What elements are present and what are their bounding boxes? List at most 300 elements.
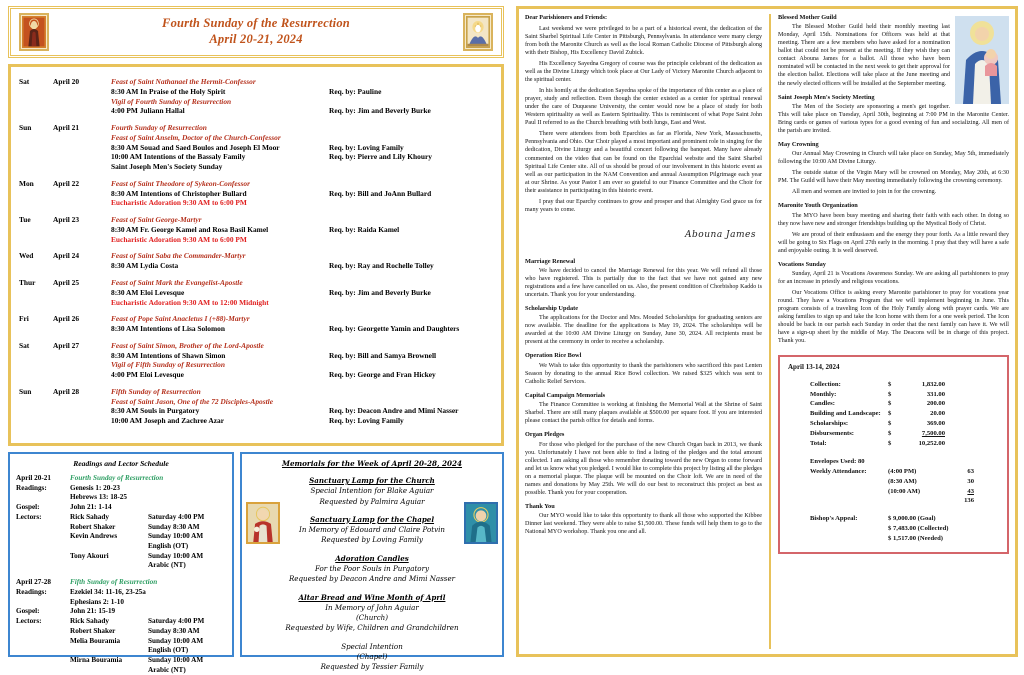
readings-line	[16, 598, 226, 608]
lector-name: Robert Shaker	[70, 522, 116, 531]
lectors-label	[16, 656, 70, 666]
right-sections	[778, 14, 1009, 345]
attendance-count: 63	[967, 467, 974, 475]
schedule-entry-requestor	[329, 77, 493, 87]
schedule-entry-text: Eucharistic Adoration 9:30 AM to 12:00 Midnight	[111, 297, 269, 307]
schedule-date: April 25	[53, 278, 80, 288]
schedule-entry	[111, 143, 493, 153]
schedule-entry	[111, 162, 493, 172]
schedule-entries	[111, 341, 493, 380]
schedule-entry-requestor: Req. by: Ray and Rochelle Tolley	[329, 261, 434, 271]
readings-value: Genesis 1: 20-23	[70, 483, 120, 492]
finance-amount: 20.00	[930, 410, 945, 418]
section-heading: Scholarship Update	[525, 305, 579, 313]
schedule-entry-requestor: Req. by: Bill and JoAnn Bullard	[329, 188, 432, 198]
readings-value: Ephesians 2: 1-10	[70, 597, 124, 606]
schedule-day: Fri	[19, 314, 29, 324]
finance-date: April 13-14, 2024	[788, 363, 840, 372]
section-paragraph: All men and women are invited to join in for the crowning.	[792, 189, 937, 196]
lector-time: English (OT)	[148, 646, 189, 655]
lector-row	[16, 627, 226, 637]
section-heading: Marriage Renewal	[525, 257, 576, 265]
finance-label: Scholarships:	[810, 420, 849, 428]
lector-name	[70, 542, 148, 552]
schedule-entry-text: Fourth Sunday of Resurrection	[111, 123, 207, 133]
readings-line	[16, 578, 226, 588]
schedule-entry-text: Feast of Saint Nathanael the Hermit-Confessor	[111, 77, 256, 86]
lectors-label	[16, 627, 70, 637]
schedule-day: Thur	[19, 278, 36, 288]
schedule-entry	[111, 87, 493, 97]
section-heading: Saint Joseph Men's Society Meeting	[778, 93, 875, 101]
lector-name: Melia Bouramia	[70, 636, 121, 645]
schedule-entry-requestor	[329, 341, 493, 351]
schedule-entry	[111, 189, 493, 199]
lector-name	[70, 561, 148, 571]
readings-label	[16, 493, 70, 503]
memorial-group	[248, 593, 496, 634]
attendance-rows	[788, 467, 999, 507]
finance-currency: $	[888, 430, 892, 438]
schedule-day: Sun	[19, 386, 32, 396]
finance-currency: $	[888, 400, 892, 408]
left-bottom-boxes	[8, 452, 504, 674]
schedule-entry-requestor: Req. by: George and Fran Hickey	[329, 370, 436, 380]
schedule-entry-text: 8:30 AM Eloi Levesque	[111, 287, 185, 297]
section-paragraph: The outside statue of the Virgin Mary will be crowned on Monday, May 20th, at 6:30 PM. The Guild will have their May meeting immediately following the crowning ceremony.	[778, 170, 1009, 185]
memorial-heading: Altar Bread and Wine Month of April	[298, 592, 446, 602]
memorial-line: Requested by Wife, Children and Grandchildren	[285, 623, 459, 633]
attendance-count: 30	[967, 477, 974, 485]
readings-value: John 21: 15-19	[70, 607, 116, 616]
schedule-entry	[111, 351, 493, 361]
readings-block	[16, 578, 226, 675]
schedule-entry	[111, 123, 493, 133]
schedule-entries	[111, 251, 493, 271]
madonna-and-child-icon	[955, 16, 1009, 104]
schedule-date: April 26	[53, 314, 80, 324]
memorial-groups	[248, 476, 496, 673]
schedule-entry-text: Feast of Saint Saba the Commander-Martyr	[111, 251, 246, 261]
lector-row	[16, 523, 226, 533]
section-heading: Operation Rice Bowl	[525, 352, 582, 360]
bishop-appeal-label	[810, 524, 888, 534]
schedule-entry-requestor: Req. by: Loving Family	[329, 416, 404, 426]
memorial-group	[248, 515, 496, 546]
schedule-date: April 27	[53, 340, 80, 350]
section-paragraph: The Men of the Society are sponsoring a men's get together. This will take place on Tuesday, April 30th, beginning at 7:00 PM in the Maronite Center. Bring cards or games of various types for a good evening of fun and socializing. All men of the parish are invited.	[778, 103, 1009, 134]
readings-value: Fifth Sunday of Resurrection	[70, 578, 158, 587]
readings-value: Ezekiel 34: 11-16, 23-25a	[70, 587, 146, 596]
schedule-entry	[111, 341, 493, 351]
bishop-appeal-label: Bishop's Appeal:	[810, 515, 858, 523]
readings-value: Fourth Sunday of Resurrection	[70, 474, 164, 482]
saint-icon	[19, 13, 49, 51]
lectors-label	[16, 666, 70, 675]
letter-frame	[516, 6, 1018, 657]
lector-time: Arabic (NT)	[148, 665, 186, 674]
letter-salutation: Dear Parishioners and Friends:	[525, 15, 607, 21]
section-paragraph: Our Vocations Office is asking every Maronite parishioner to pray for vocations year round. They have a Vocations Program that we will implement beginning in June. This program consists of a traveling Icon of the Holy Family along with prayer cards. We are asking families to sign up and take the Icon home with them for a one week period. The Icon should be back in our parish each Sunday in order that the next family can have it. We will have a sign-up sheet by the middle of May. The Deacons will be in charge of this project. Thank you.	[778, 290, 1009, 345]
schedule-row	[19, 179, 493, 208]
finance-row	[788, 419, 999, 429]
lector-name: Robert Shaker	[70, 626, 116, 635]
schedule-entry-requestor	[329, 162, 493, 172]
readings-label: April 27-28	[16, 578, 51, 587]
bishop-appeal-label	[810, 534, 888, 544]
finance-currency: $	[888, 440, 892, 448]
middle-sections	[525, 258, 762, 537]
section-heading: Maronite Youth Organization	[778, 202, 858, 210]
schedule-entry	[111, 251, 493, 261]
section-paragraph: The Blessed Mother Guild held their monthly meeting last Monday, April 15th. Nominations for Officers was held at that meeting. There are a few members who have asked for a nomination ballot that could not be present at the meeting. If they wish they can contact Abouna James for a ballot. All those who have been nominated will be contacted in the next week to get their approval for the election ballot. Elections will take place at the June meeting and the newly elected officers will be installed at the September meeting.	[778, 24, 950, 87]
section-paragraph: The MYO have been busy meeting and sharing their faith with each other. In doing so they now have new and stronger friendships building up the Mystical Body of Christ.	[778, 212, 1009, 227]
memorial-line: Requested by Palmira Aguiar	[319, 496, 425, 506]
schedule-entry-text: 8:30 AM Souad and Saed Boulos and Joseph El Moor	[111, 142, 280, 152]
section-body: Our MYO would like to take this opportunity to thank all those who supported the Kibbee Dinner last weekend. They were able to raise $1,500.00. These funds will help them to go to the National MYO workshop. Thank you one and all.	[525, 513, 762, 536]
memorial-heading: Sanctuary Lamp for the Church	[309, 476, 435, 485]
section-body: The applications for the Doctor and Mrs. Mouded Scholarships for graduating seniors are now available. The deadline for the applications is May 19, 2024. The scholarships will be awarded at the 10:00 AM Divine Liturgy on Sunday, June 30, 2024. All recipients must be present at the ceremony in order to receive a scholarship.	[525, 315, 762, 346]
memorial-line: For the Poor Souls in Purgatory	[315, 563, 429, 573]
schedule-entry-text: 8:30 AM Lydia Costa	[111, 261, 179, 271]
readings-blocks	[16, 474, 226, 675]
page-title	[49, 16, 463, 47]
lector-time: Sunday 10:00 AM	[148, 655, 204, 664]
schedule-entry-text: 4:00 PM Juliann Hallal	[111, 106, 185, 116]
schedule-entry	[111, 235, 493, 245]
schedule-entry	[111, 77, 493, 87]
readings-value: Hebrews 13: 18-25	[70, 493, 127, 502]
right-column	[771, 14, 1009, 649]
lector-name: Mirna Bouramia	[70, 655, 123, 664]
finance-label: Building and Landscape:	[810, 410, 881, 418]
schedule-entry-text: 8:30 AM Souls in Purgatory	[111, 406, 200, 416]
attendance-label: Weekly Attendance:	[810, 467, 867, 475]
schedule-row	[19, 215, 493, 244]
letter-paragraph: I pray that our Eparchy continues to grow and prosper and that Almighty God grace us for many years to come.	[525, 198, 762, 213]
letter-paragraph: In his homily at the dedication Sayedna spoke of the importance of this center as a place of prayer, study and reflection. Even though the center existed as a center for spiritual renewal under the care of Duquesne University, the center would now be a place of study for both Western spirituality as well as Eastern Spirituality. This is reminiscent of what Pope Saint John Paul II referred to as the Church breathing with both lungs, East and West.	[525, 88, 762, 127]
section-heading: Capital Campaign Memorials	[525, 391, 606, 399]
finance-currency: $	[888, 410, 892, 418]
finance-amount: 331.00	[926, 390, 945, 398]
finance-row	[788, 409, 999, 419]
schedule-entry-requestor	[329, 198, 493, 208]
attendance-time: (8:30 AM)	[888, 477, 917, 485]
schedule-entry-requestor: Req. by: Pauline	[329, 86, 382, 96]
bishop-appeal-value: $ 1,517.00 (Needed)	[888, 535, 943, 543]
schedule-entry	[111, 97, 493, 107]
schedule-entry	[111, 288, 493, 298]
schedule-entry-requestor: Req. by: Deacon Andre and Mimi Nasser	[329, 406, 459, 416]
readings-line	[16, 474, 226, 484]
schedule-day: Sat	[19, 340, 30, 350]
memorial-line: (Chapel)	[356, 651, 388, 661]
lector-row	[16, 513, 226, 523]
schedule-entry-text: Vigil of Fourth Sunday of Resurrection	[111, 96, 232, 106]
lector-name: Rick Sahady	[70, 617, 109, 626]
schedule-entry-text: Feast of Pope Saint Anacletus I (+88)-Martyr	[111, 314, 250, 324]
attendance-row	[788, 487, 999, 497]
schedule-entry-requestor	[329, 215, 493, 225]
schedule-entry	[111, 298, 493, 308]
attendance-total-row	[788, 496, 999, 506]
schedule-row	[19, 314, 493, 334]
lector-row	[16, 561, 226, 571]
finance-label: Collection:	[810, 380, 841, 388]
lector-name: Kevin Andrews	[70, 532, 118, 541]
readings-block	[16, 474, 226, 571]
finance-box	[778, 355, 1009, 554]
bishop-appeal-value: $ 7,483.00 (Collected)	[888, 525, 949, 533]
finance-amount: 200.00	[926, 400, 945, 408]
schedule-day: Sun	[19, 123, 32, 133]
schedule-entry	[111, 360, 493, 370]
readings-lector-schedule	[8, 452, 234, 674]
schedule-date: April 23	[53, 215, 80, 225]
schedule-entry-text: 4:00 PM Eloi Levesque	[111, 370, 184, 380]
readings-line	[16, 493, 226, 503]
section-heading: Thank You	[525, 502, 555, 510]
memorials-title: Memorials for the Week of April 20-28, 2024	[281, 459, 463, 468]
finance-row	[788, 380, 999, 390]
readings-label: Readings:	[16, 483, 47, 492]
schedule-entry-text: Vigil of Fifth Sunday of Resurrection	[111, 360, 225, 370]
letter-paragraph: His Excellency Sayedna Gregory of course was the principle celebrant of the dedication as well as the Divine Liturgy which took place at Our Lady of Victory Maronite Church adjacent to the spiritual center.	[525, 61, 762, 84]
bishop-appeal-row	[788, 514, 999, 524]
letter-paragraph: There were attendees from both Eparchies as far as Florida, New York, Massachusetts, Pennsylvania and Ohio. Our Choir played a most important and prominent role in singing for the dedication, Divine Liturgy and a beautiful concert following the banquet. Many have already commented on the video that can be found on the Eparchial website and the Saint Sharbel Spiritual Life Center site. All of us should be proud of our involvement in this historic event as well as our participation in the NAM Convention and annual Assumption Pilgrimage each year at our Shrine. As your Pastor I am ever so grateful to our Finance Committee and the Choir for their assistance in participating in this historic event.	[525, 131, 762, 194]
schedule-entry-requestor	[329, 251, 493, 261]
attendance-row	[788, 467, 999, 477]
finance-currency: $	[888, 380, 892, 388]
lector-row	[16, 617, 226, 627]
lector-name: Tony Akouri	[70, 551, 109, 560]
schedule-entry	[111, 324, 493, 334]
holy-spirit-icon	[463, 13, 493, 51]
schedule-entry	[111, 106, 493, 116]
memorial-line: Requested by Deacon Andre and Mimi Nasser	[288, 574, 456, 584]
readings-label: Gospel:	[16, 607, 40, 616]
schedule-entry-text: 8:30 AM Intentions of Lisa Solomon	[111, 324, 225, 334]
schedule-entry-requestor	[329, 314, 493, 324]
finance-currency: $	[888, 390, 892, 398]
lector-row	[16, 552, 226, 562]
lector-time: Saturday 4:00 PM	[148, 617, 205, 626]
section-heading: Organ Pledges	[525, 431, 565, 439]
finance-row	[788, 439, 999, 449]
finance-row	[788, 390, 999, 400]
schedule-date: April 21	[53, 123, 80, 133]
schedule-entry-requestor	[329, 133, 493, 143]
schedule-entry-text: Eucharistic Adoration 9:30 AM to 6:00 PM	[111, 234, 247, 244]
memorial-line: In Memory of John Aguiar	[325, 602, 419, 612]
lectors-label: Lectors:	[16, 512, 42, 521]
section-paragraph: Sunday, April 21 is Vocations Awareness Sunday. We are asking all parishioners to pray for an increase in priestly and religious vocations.	[778, 271, 1009, 286]
finance-amount: 1,832.00	[921, 380, 945, 388]
schedule-entries	[111, 387, 493, 426]
schedule-entries	[111, 179, 493, 208]
schedule-entry-requestor	[329, 278, 493, 288]
schedule-entry-requestor	[329, 235, 493, 245]
schedule-date: April 28	[53, 386, 80, 396]
schedule-date: April 24	[53, 251, 80, 261]
finance-amount: 7,500.00	[921, 430, 945, 438]
attendance-time: (10:00 AM)	[888, 487, 921, 495]
schedule-date: April 20	[53, 77, 80, 86]
schedule-entry-text: 8:30 AM In Praise of the Holy Spirit	[111, 86, 226, 96]
schedule-entries	[111, 314, 493, 334]
lector-row	[16, 542, 226, 552]
schedule-entry	[111, 387, 493, 397]
lectors-label	[16, 542, 70, 552]
section-body: The Finance Committee is working at finishing the Memorial Wall at the Shrine of Saint Sharbel. There are still many plaques available at $500.00 per square foot. If you are interested please contact the parish office for details and forms.	[525, 402, 762, 425]
lectors-label: Lectors:	[16, 617, 42, 626]
finance-amount: 10,252.00	[918, 440, 945, 448]
finance-label: Monthly:	[810, 390, 837, 398]
memorial-line: Special Intention	[341, 641, 403, 651]
readings-line	[16, 484, 226, 494]
schedule-entry-text: Fifth Sunday of Resurrection	[111, 386, 201, 396]
schedule-entry-requestor	[329, 298, 493, 308]
section-heading: Blessed Mother Guild	[778, 14, 837, 21]
schedule-entry	[111, 179, 493, 189]
schedule-entry	[111, 278, 493, 288]
lector-row	[16, 532, 226, 542]
bishop-appeal-rows	[788, 514, 999, 544]
lectors-label	[16, 637, 70, 647]
section-body: We Wish to take this opportunity to thank the parishioners who sacrificed this past Lenten Season by donating to the annual Rice Bowl collection. We raised $325 which was sent to Catholic Relief Services.	[525, 362, 762, 385]
section-paragraph: Our Annual May Crowning in Church will take place on Sunday, May 5th, immediately following the 10:00 AM Divine Liturgy.	[778, 151, 1009, 166]
schedule-entry-requestor	[329, 123, 493, 133]
right-panel	[512, 0, 1024, 663]
bishop-appeal-value: $ 9,000.00 (Goal)	[888, 515, 936, 523]
schedule-entry-text: Feast of Saint Anselm, Doctor of the Church-Confessor	[111, 132, 281, 142]
finance-label: Total:	[810, 440, 827, 448]
lector-time: Sunday 10:00 AM	[148, 636, 204, 645]
finance-currency: $	[888, 420, 892, 428]
memorial-line: Requested by Tessier Family	[320, 662, 424, 672]
liturgy-schedule	[8, 64, 504, 446]
lector-name	[70, 646, 148, 656]
finance-label: Disbursements:	[810, 430, 854, 438]
schedule-entry-text: 10:00 AM Intentions of the Bassaly Family	[111, 152, 246, 162]
lector-time: Sunday 10:00 AM	[148, 532, 204, 541]
readings-line	[16, 503, 226, 513]
lector-row	[16, 656, 226, 666]
schedule-entry-text: 8:30 AM Fr. George Kamel and Rosa Basil Kamel	[111, 224, 269, 234]
readings-line	[16, 607, 226, 617]
schedule-entry-requestor: Req. by: Jim and Beverly Burke	[329, 287, 431, 297]
schedule-entry	[111, 215, 493, 225]
schedule-entries	[111, 278, 493, 307]
attendance-label	[810, 487, 888, 497]
bulletin-banner	[8, 6, 504, 58]
schedule-entry-text: 10:00 AM Joseph and Zachree Azar	[111, 416, 224, 426]
lector-row	[16, 646, 226, 656]
section-body: For those who pledged for the purchase of the new Church Organ back in 2013, we thank you. Unfortunately I have not been able to find a listing of the pledges and the total amount collected. I am asking all those who remember donating toward the new Organ to come forward and let us know what you pledged. I would like to complete this project by listing all the pledges on a memorial plaque. The plaque will be mounted on the Choir loft. We are in need of the names and donations by May 25th. We will do our best to reconstruct this project as best as possible. Thank you for your cooperation.	[525, 441, 762, 496]
schedule-entry	[111, 198, 493, 208]
readings-label: April 20-21	[16, 474, 51, 482]
readings-label	[16, 598, 70, 608]
banner-title-line2: April 20-21, 2024	[209, 32, 303, 46]
schedule-entry-requestor: Req. by: Jim and Beverly Burke	[329, 106, 431, 116]
schedule-entries	[111, 77, 493, 116]
lector-time: Sunday 8:30 AM	[148, 626, 200, 635]
envelopes-used-label: Envelopes Used: 80	[810, 457, 865, 465]
finance-label: Candles:	[810, 400, 835, 408]
lectors-label	[16, 646, 70, 656]
schedule-entry-text: Feast of Saint Jason, One of the 72 Disciples-Apostle	[111, 396, 273, 406]
finance-amount: 369.00	[926, 420, 945, 428]
banner-title-line1: Fourth Sunday of the Resurrection	[162, 16, 350, 31]
lectors-label	[16, 552, 70, 562]
envelopes-used	[788, 457, 999, 467]
schedule-row	[19, 278, 493, 307]
schedule-entry-requestor	[329, 387, 493, 397]
lector-time: Sunday 8:30 AM	[148, 522, 200, 531]
memorial-line: (Church)	[355, 613, 389, 623]
lector-row	[16, 666, 226, 675]
schedule-row	[19, 251, 493, 271]
finance-row	[788, 399, 999, 409]
schedule-entry-text: Feast of Saint George-Martyr	[111, 215, 202, 225]
schedule-entry	[111, 261, 493, 271]
section-heading: Vocations Sunday	[778, 260, 826, 268]
schedule-entry	[111, 314, 493, 324]
schedule-day: Sat	[19, 77, 30, 86]
schedule-row	[19, 387, 493, 426]
schedule-entry-requestor	[329, 179, 493, 189]
letter-paragraphs	[525, 25, 762, 214]
attendance-total: 136	[964, 497, 974, 505]
pastor-signature: Abouna James	[685, 229, 756, 240]
schedule-entry	[111, 152, 493, 162]
schedule-entry-text: Eucharistic Adoration 9:30 AM to 6:00 PM	[111, 198, 247, 208]
schedule-entry-text: Feast of Saint Simon, Brother of the Lord-Apostle	[111, 340, 264, 350]
schedule-entry-text: 8:30 AM Intentions of Shawn Simon	[111, 350, 226, 360]
memorial-group	[248, 642, 496, 673]
bishop-appeal-row	[788, 524, 999, 534]
lectors-label	[16, 523, 70, 533]
memorial-heading: Adoration Candles	[335, 553, 409, 563]
lector-time: Saturday 4:00 PM	[148, 512, 205, 521]
schedule-entry-requestor: Req. by: Georgette Yamin and Daughters	[329, 324, 460, 334]
attendance-count: 43	[967, 487, 974, 495]
schedule-entry-requestor	[329, 360, 493, 370]
schedule-entry-requestor	[329, 397, 493, 407]
schedule-date: April 22	[53, 178, 80, 188]
schedule-day: Mon	[19, 178, 34, 188]
schedule-entry	[111, 225, 493, 235]
lector-time: Sunday 10:00 AM	[148, 551, 204, 560]
finance-row	[788, 429, 999, 439]
readings-value: John 21: 1-14	[70, 503, 112, 512]
attendance-row	[788, 477, 999, 487]
schedule-entry	[111, 397, 493, 407]
readings-line	[16, 588, 226, 598]
schedule-rows	[19, 77, 493, 426]
schedule-entry-requestor: Req. by: Raida Kamel	[329, 224, 400, 234]
section-paragraph: We are proud of their enthusiasm and the energy they pour forth. As a little reward they will be going to Six Flags on April 27th early in the morning. I pray that they will have a safe and enjoyable outing. It is well deserved.	[778, 231, 1009, 254]
schedule-row	[19, 123, 493, 172]
memorial-line: Special Intention for Blake Aguiar	[310, 486, 434, 496]
memorial-line: In Memory of Edouard and Claire Potvin	[299, 525, 445, 535]
schedule-entry-requestor	[329, 97, 493, 107]
schedule-entries	[111, 215, 493, 244]
schedule-entry	[111, 133, 493, 143]
schedule-row	[19, 77, 493, 116]
schedule-row	[19, 341, 493, 380]
schedule-entry	[111, 406, 493, 416]
